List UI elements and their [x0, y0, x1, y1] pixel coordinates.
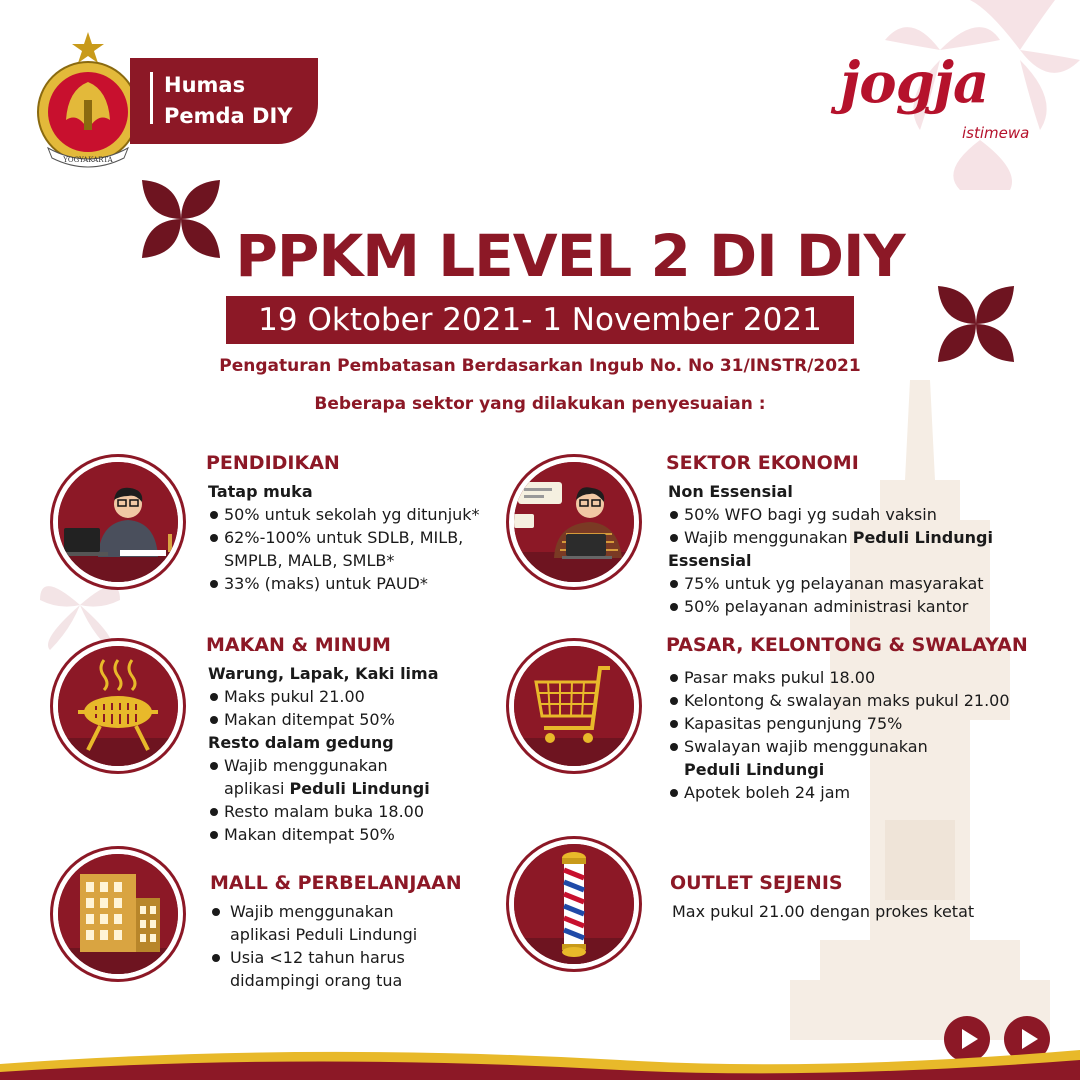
pasar-icon-circle: [506, 638, 642, 774]
bottom-wave-decoration: [0, 1030, 1080, 1080]
page-title: PPKM LEVEL 2 DI DIY: [235, 222, 905, 290]
peduli-lindungi-text: Peduli Lindungi: [852, 528, 993, 547]
badge-line-1: Humas: [164, 73, 246, 97]
makan-subhead-resto: Resto dalam gedung: [208, 733, 394, 752]
list-item: Pasar maks pukul 18.00: [668, 666, 1010, 689]
pendidikan-icon-circle: [50, 454, 186, 590]
list-item: 50% pelayanan administrasi kantor: [668, 595, 993, 618]
regulation-subtitle: Pengaturan Pembatasan Berdasarkan Ingub No. No 31/INSTR/2021: [219, 356, 861, 376]
list-item-continuation: didampingi orang tua: [230, 971, 403, 990]
list-item-continuation: SMPLB, MALB, SMLB*: [224, 551, 395, 570]
humas-badge: [130, 58, 318, 144]
list-item-continuation: aplikasi Peduli Lindungi: [230, 925, 418, 944]
list-item: 75% untuk yg pelayanan masyarakat: [668, 572, 993, 595]
pendidikan-body: [208, 480, 480, 595]
list-item: Apotek boleh 24 jam: [668, 781, 1010, 804]
list-item: Maks pukul 21.00: [208, 685, 439, 708]
list-item: Resto malam buka 18.00: [208, 800, 439, 823]
list-item: Swalayan wajib menggunakan: [668, 735, 1010, 758]
badge-divider: [150, 72, 153, 124]
mall-icon-circle: [50, 846, 186, 982]
barber-pole-icon: [514, 844, 634, 964]
outlet-text: Max pukul 21.00 dengan prokes ketat: [672, 902, 975, 921]
list-item-continuation: Peduli Lindungi: [684, 760, 825, 779]
date-range-banner: 19 Oktober 2021- 1 November 2021: [226, 296, 854, 344]
list-item: Wajib menggunakan: [208, 754, 439, 777]
outlet-title: OUTLET SEJENIS: [670, 872, 843, 894]
jogja-istimewa-logo: jogja: [840, 50, 989, 116]
makan-title: MAKAN & MINUM: [206, 634, 391, 656]
ekonomi-icon-circle: [506, 454, 642, 590]
list-item-text: Wajib menggunakan: [684, 528, 853, 547]
badge-line-2: Pemda DIY: [164, 104, 293, 128]
makan-subhead-warung: Warung, Lapak, Kaki lima: [208, 664, 439, 683]
peduli-lindungi-text: Peduli Lindungi: [289, 779, 430, 798]
pasar-title: PASAR, KELONTONG & SWALAYAN: [666, 634, 1028, 656]
sector-intro: Beberapa sektor yang dilakukan penyesuaian :: [314, 394, 766, 414]
makan-icon-circle: [50, 638, 186, 774]
makan-body: [208, 662, 439, 846]
list-item: Wajib menggunakan: [210, 900, 417, 923]
list-item: 50% WFO bagi yg sudah vaksin: [668, 503, 993, 526]
shopping-cart-icon: [514, 646, 634, 766]
list-item: Kapasitas pengunjung 75%: [668, 712, 1010, 735]
list-item: Makan ditempat 50%: [208, 708, 439, 731]
list-item: Usia <12 tahun harus: [210, 946, 417, 969]
list-item: 33% (maks) untuk PAUD*: [208, 572, 480, 595]
ekonomi-subhead-non-essensial: Non Essensial: [668, 482, 793, 501]
list-item-continuation: [208, 777, 439, 800]
list-item-text: aplikasi: [224, 779, 290, 798]
jogja-istimewa-subtitle: istimewa: [962, 124, 1030, 142]
ekonomi-subhead-essensial: Essensial: [668, 551, 752, 570]
list-item: Makan ditempat 50%: [208, 823, 439, 846]
mall-body: [210, 900, 417, 992]
flower-ornament-right: [936, 284, 1016, 364]
list-item: Kelontong & swalayan maks pukul 21.00: [668, 689, 1010, 712]
pendidikan-title: PENDIDIKAN: [206, 452, 340, 474]
teacher-laptop-icon: [58, 462, 178, 582]
pendidikan-subhead: Tatap muka: [208, 482, 313, 501]
outlet-icon-circle: [506, 836, 642, 972]
building-icon: [58, 854, 178, 974]
list-item: 50% untuk sekolah yg ditunjuk*: [208, 503, 480, 526]
list-item: 62%-100% untuk SDLB, MILB,: [208, 526, 480, 549]
grill-icon: [58, 646, 178, 766]
pasar-body: [668, 666, 1010, 804]
ekonomi-title: SEKTOR EKONOMI: [666, 452, 859, 474]
ekonomi-body: [668, 480, 993, 618]
list-item: [668, 526, 993, 549]
emblem-text: YOGYAKARTA: [63, 156, 113, 164]
mall-title: MALL & PERBELANJAAN: [210, 872, 462, 894]
office-worker-icon: [514, 462, 634, 582]
